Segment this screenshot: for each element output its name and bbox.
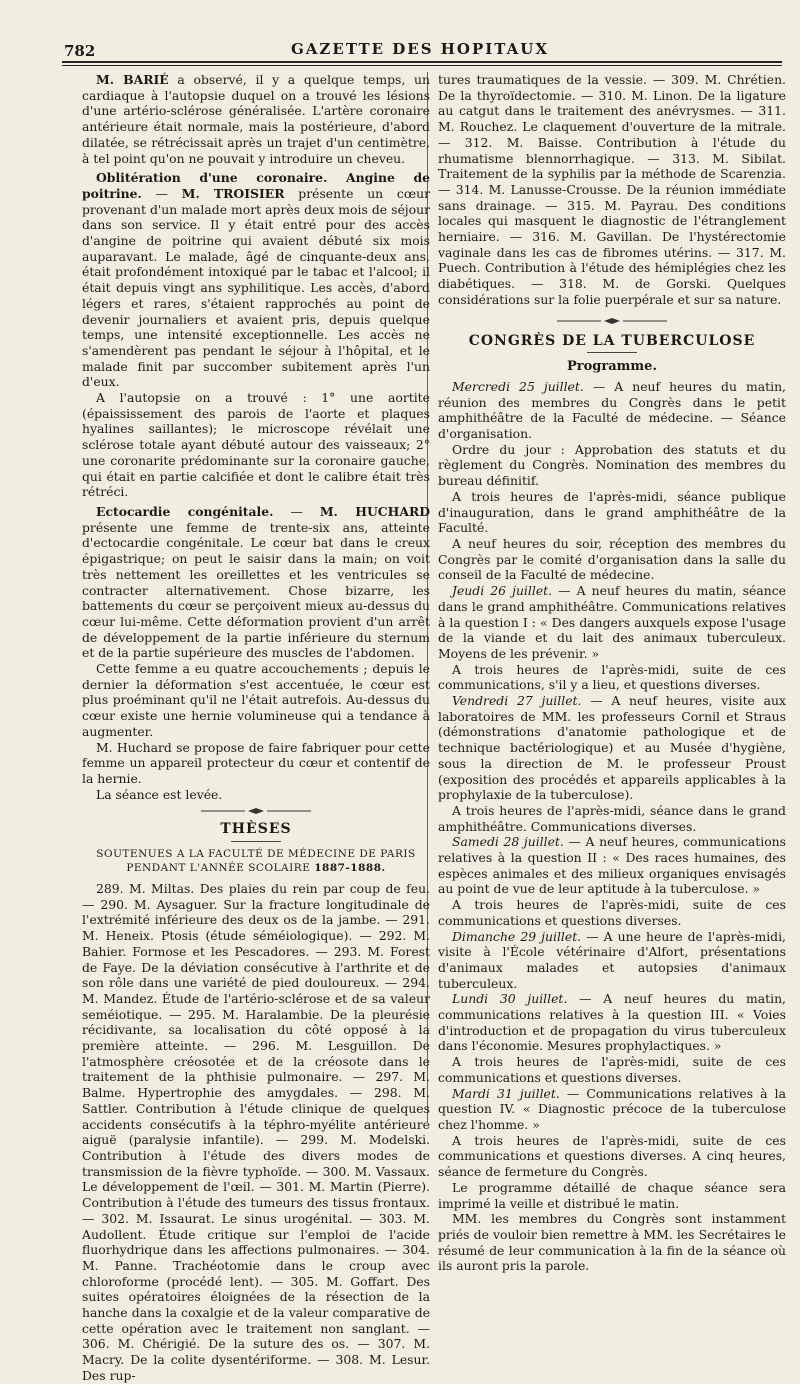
header-rule (62, 61, 782, 63)
programme-entry (438, 1086, 786, 1133)
programme-entry (438, 1180, 786, 1211)
programme-text: A neuf heures du soir, réception des membres du Congrès par le comité d'organisation dans la salle du conseil de la Faculté de médecine. (438, 535, 786, 583)
ornament-divider-right (557, 318, 667, 324)
paragraph-appareil: M. Huchard se propose de faire fabriquer pour cette femme un appareil protecteur du cœur et contentif de la hernie. (82, 739, 430, 786)
article-heading-ectocardie: Ectocardie congénitale. (96, 503, 274, 519)
programme-day: Lundi 30 juillet. (452, 991, 568, 1007)
programme-text: A trois heures de l'après-midi, séance publique d'inauguration, dans le grand amphithéâtre de la Faculté. (438, 488, 786, 536)
programme-entry (438, 929, 786, 992)
programme-text: — A neuf heures du matin, communications relatives à la question III. « Voies d'introduction et de propagation du virus tuberculeux dans l'économie. Mesures prophylactiques. » (438, 991, 786, 1054)
programme-text: A trois heures de l'après-midi, séance dans le grand amphithéâtre. Communications diverses. (438, 802, 786, 834)
programme-entry (438, 536, 786, 583)
paragraph-seance-levee: La séance est levée. (96, 786, 223, 802)
programme-entry (438, 693, 786, 803)
programme-entry (438, 897, 786, 928)
programme-entry (438, 583, 786, 662)
programme-text: — A neuf heures, communications relatives à la question II : « Des races humaines, des espèces animales et des milieux organiques envisagés au point de vue de leur aptitude à la tuberculose. » (438, 834, 786, 897)
programme-text: — Communications relatives à la question IV. « Diagnostic précoce de la tuberculose chez l'homme. » (438, 1085, 787, 1132)
theses-list: 289. M. Miltas. Des plaies du rein par coup de feu. — 290. M. Aysaguer. Sur la fracture longitudinale de l'extrémité inférieure des deux os de la jambe. — 291. M. Heneix. Ptosis (étude séméiologique). — 292. M. Bahier. Formose et les Pescadores. — 293. M. Forest de Faye. De la déviation consécutive à l'arthrite et de son rôle dans une variété de pied douloureux. — 294. M. Mandez. Étude de l'artério-sclérose et de sa valeur seméiotique. — 295. M. Haralambie. De la pleurésie récidivante, sa localisation du côté opposé à la première atteinte. — 296. M. Lesguillon. De l'atmosphère créosotée et de la créosote dans le traitement de la phthisie pulmonaire. — 297. M. Balme. Hypertrophie des amygdales. — 298. M. Sattler. Contribution à l'étude clinique de quelques accidents consécutifs à la téphro-myélite antérieure aiguë (paralysie infantile). — 299. M. Modelski. Contribution à l'étude des divers modes de transmission de la fièvre typhoïde. — 300. M. Vassaux. Le développement de l'œil. — 301. M. Martin (Pierre). Contribution à l'étude des tumeurs des tissus frontaux. — 302. M. Issaurat. Le sinus urogénital. — 303. M. Audollent. Étude critique sur l'emploi de l'acide fluorhydrique dans les affections pulmonaires. — 304. M. Panne. Trachéotomie dans le croup avec chloroforme (procédé lent). — 305. M. Goffart. Des suites opératoires éloignées de la résection de la hanche dans la coxalgie et de la valeur comparative de cette opération avec le traitement non sanglant. — 306. M. Chérigié. De la suture des os. — 307. M. Macry. De la colite dysentériforme. — 308. M. Lesur. Des rup- (82, 881, 430, 1383)
programme-text: A trois heures de l'après-midi, suite de ces communications, s'il y a lieu, et questions diverses. (438, 661, 786, 693)
programme-entry (438, 442, 786, 489)
right-column (438, 72, 786, 1274)
programme-text: — A neuf heures, visite aux laboratoires de MM. les professeurs Cornil et Straus (démonstrations d'anatomie pathologique et de technique bactériologique) et au Musée d'hygiène, sous la direction de M. le professeur Proust (exposition des procédés et appareils applicables à la prophylaxie de la tuberculose). (438, 693, 786, 803)
programme-entry (438, 662, 786, 693)
programme-text: A trois heures de l'après-midi, suite de ces communications et questions diverses. (438, 1054, 786, 1085)
paragraph-accouchements: Cette femme a eu quatre accouchements ; depuis le dernier la déformation s'est accentuée, le cœur est plus proéminant qu'il ne l'était autrefois. Au-dessus du cœur existe une hernie volumineuse qui a tendance à augmenter. (82, 661, 430, 739)
programme-entry (438, 834, 786, 897)
programme-day: Jeudi 26 juillet. (452, 583, 553, 599)
programme-entry (438, 1211, 786, 1274)
programme-title: Programme. (567, 359, 657, 375)
paragraph-huchard: Ectocardie congénitale. — M. HUCHARD présente une femme de trente-six ans, atteinte d'ectocardie congénitale. Le cœur bat dans le creux épigastrique; on peut le saisir dans la main; on voit très nettement les oreillettes et les ventricules se contracter alternativement. Chose bizarre, les battements du cœur se perçoivent mieux au-dessus du cœur lui-même. Cette déformation provient d'un arrêt de développement de la partie inférieure du sternum et de la partie supérieure des muscles de l'abdomen. (82, 503, 430, 661)
programme-text: Le programme détaillé de chaque séance sera imprimé la veille et distribué le matin. (438, 1179, 786, 1211)
theses-subtitle: SOUTENUES A LA FACULTÉ DE MÉDECINE DE PARIS PENDANT L'ANNÉE SCOLAIRE 1887-1888. (96, 848, 416, 875)
programme-text: — A neuf heures du matin, séance dans le grand amphithéâtre. Communications relatives à la question I : « Des dangers auxquels expose l'usage de la viande et du lait des animaux tuberculeux. Moyens de les prévenir. » (438, 583, 787, 661)
paragraph-barie: M. BARIÉ a observé, il y a quelque temps, un cardiaque à l'autopsie duquel on a trouvé les lésions d'une artério-sclérose généralisée. L'artère coronaire antérieure était normale, mais la postérieure, d'abord dilatée, se rétrécissait après un trajet d'un centimètre, à tel point qu'on ne pouvait y introduire un cheveu. (82, 72, 430, 166)
congres-title-rule (587, 352, 637, 353)
running-title: GAZETTE DES HOPITAUX (290, 40, 549, 58)
programme-entries (438, 379, 786, 1274)
page-number: 782 (64, 42, 96, 60)
programme-day: Vendredi 27 juillet. (452, 693, 582, 709)
header-rule-thin (62, 65, 782, 66)
article-heading-coronaire: Oblitération d'une coronaire. Angine de poitrine. (82, 170, 430, 201)
congres-title: CONGRÈS DE LA TUBERCULOSE (468, 332, 756, 349)
programme-entry (438, 803, 786, 834)
programme-entry (438, 1054, 786, 1085)
theses-title-rule (231, 841, 281, 842)
programme-day: Dimanche 29 juillet. (452, 928, 582, 944)
programme-text: Ordre du jour : Approbation des statuts et du règlement du Congrès. Nomination des membres du bureau définitif. (438, 441, 786, 489)
left-column (82, 72, 430, 1384)
ornament-divider (201, 808, 311, 814)
programme-text: A trois heures de l'après-midi, suite de ces communications et questions diverses. A cinq heures, séance de fermeture du Congrès. (438, 1132, 786, 1180)
programme-text: — A une heure de l'après-midi, visite à l'École vétérinaire d'Alfort, présentations d'animaux malades et autopsies d'animaux tuberculeux. (438, 928, 786, 991)
programme-text: A trois heures de l'après-midi, suite de ces communications et questions diverses. (438, 897, 786, 928)
programme-day: Samedi 28 juillet. (452, 834, 564, 850)
page-header (58, 36, 782, 58)
programme-day: Mercredi 25 juillet. (452, 378, 584, 394)
programme-text: MM. les membres du Congrès sont instamment priés de vouloir bien remettre à MM. les Secrétaires le résumé de leur communication à la fin de la séance où ils auront pris la parole. (438, 1211, 786, 1274)
paragraph-troisier: Oblitération d'une coronaire. Angine de poitrine. — M. TROISIER présente un cœur provenant d'un malade mort après deux mois de séjour dans son service. Il y était entré pour des accès d'angine de poitrine qui avaient débuté six mois auparavant. Le malade, âgé de cinquante-deux ans, était profondément intoxiqué par le tabac et l'alcool; il était depuis vingt ans syphilitique. Les accès, d'abord légers et rares, s'étaient rapprochés au point de devenir journaliers et avaient pris, depuis quelque temps, une intensité exceptionnelle. Les accès ne s'amendèrent pas pendant le séjour à l'hôpital, et le malade finit par succomber subitement après l'un d'eux. (82, 170, 431, 390)
theses-title: THÈSES (220, 821, 292, 838)
theses-list-continued: tures traumatiques de la vessie. — 309. M. Chrétien. De la thyroïdectomie. — 310. M. Linon. De la ligature au catgut dans le traitement des anévrysmes. — 311. M. Rouchez. Le claquement d'ouverture de la mitrale. — 312. M. Baisse. Contribution à l'étude du rhumatisme blennorrhagique. — 313. M. Sibilat. Traitement de la syphilis par la méthode de Scarenzia. — 314. M. Lanusse-Crousse. De la réunion immédiate sans drainage. — 315. M. Payrau. Des conditions locales qui masquent le diagnostic de l'étranglement herniaire. — 316. M. Gavillan. De l'hystérectomie vaginale dans les cas de fibromes utérins. — 317. M. Puech. Contribution à l'étude des hémiplégies chez les diabétiques. — 318. M. de Gorski. Quelques considérations sur la folie puerpérale et sur sa nature. (438, 72, 786, 307)
programme-entry (438, 489, 786, 536)
programme-entry (438, 379, 786, 442)
programme-day: Mardi 31 juillet. (452, 1085, 560, 1101)
paragraph-autopsie: A l'autopsie on a trouvé : 1° une aortite (épaississement des parois de l'aorte et plaques hyalines saillantes); le microscope révélait une sclérose totale ayant débuté autour des vaisseaux; 2° une coronarite prédominante sur la coronaire gauche, qui était en partie calcifiée et dont le calibre était très rétréci. (82, 390, 430, 500)
programme-text: — A neuf heures du matin, réunion des membres du Congrès dans le petit amphithéâtre de la Faculté de médecine. — Séance d'organisation. (438, 378, 786, 442)
programme-entry (438, 991, 786, 1054)
